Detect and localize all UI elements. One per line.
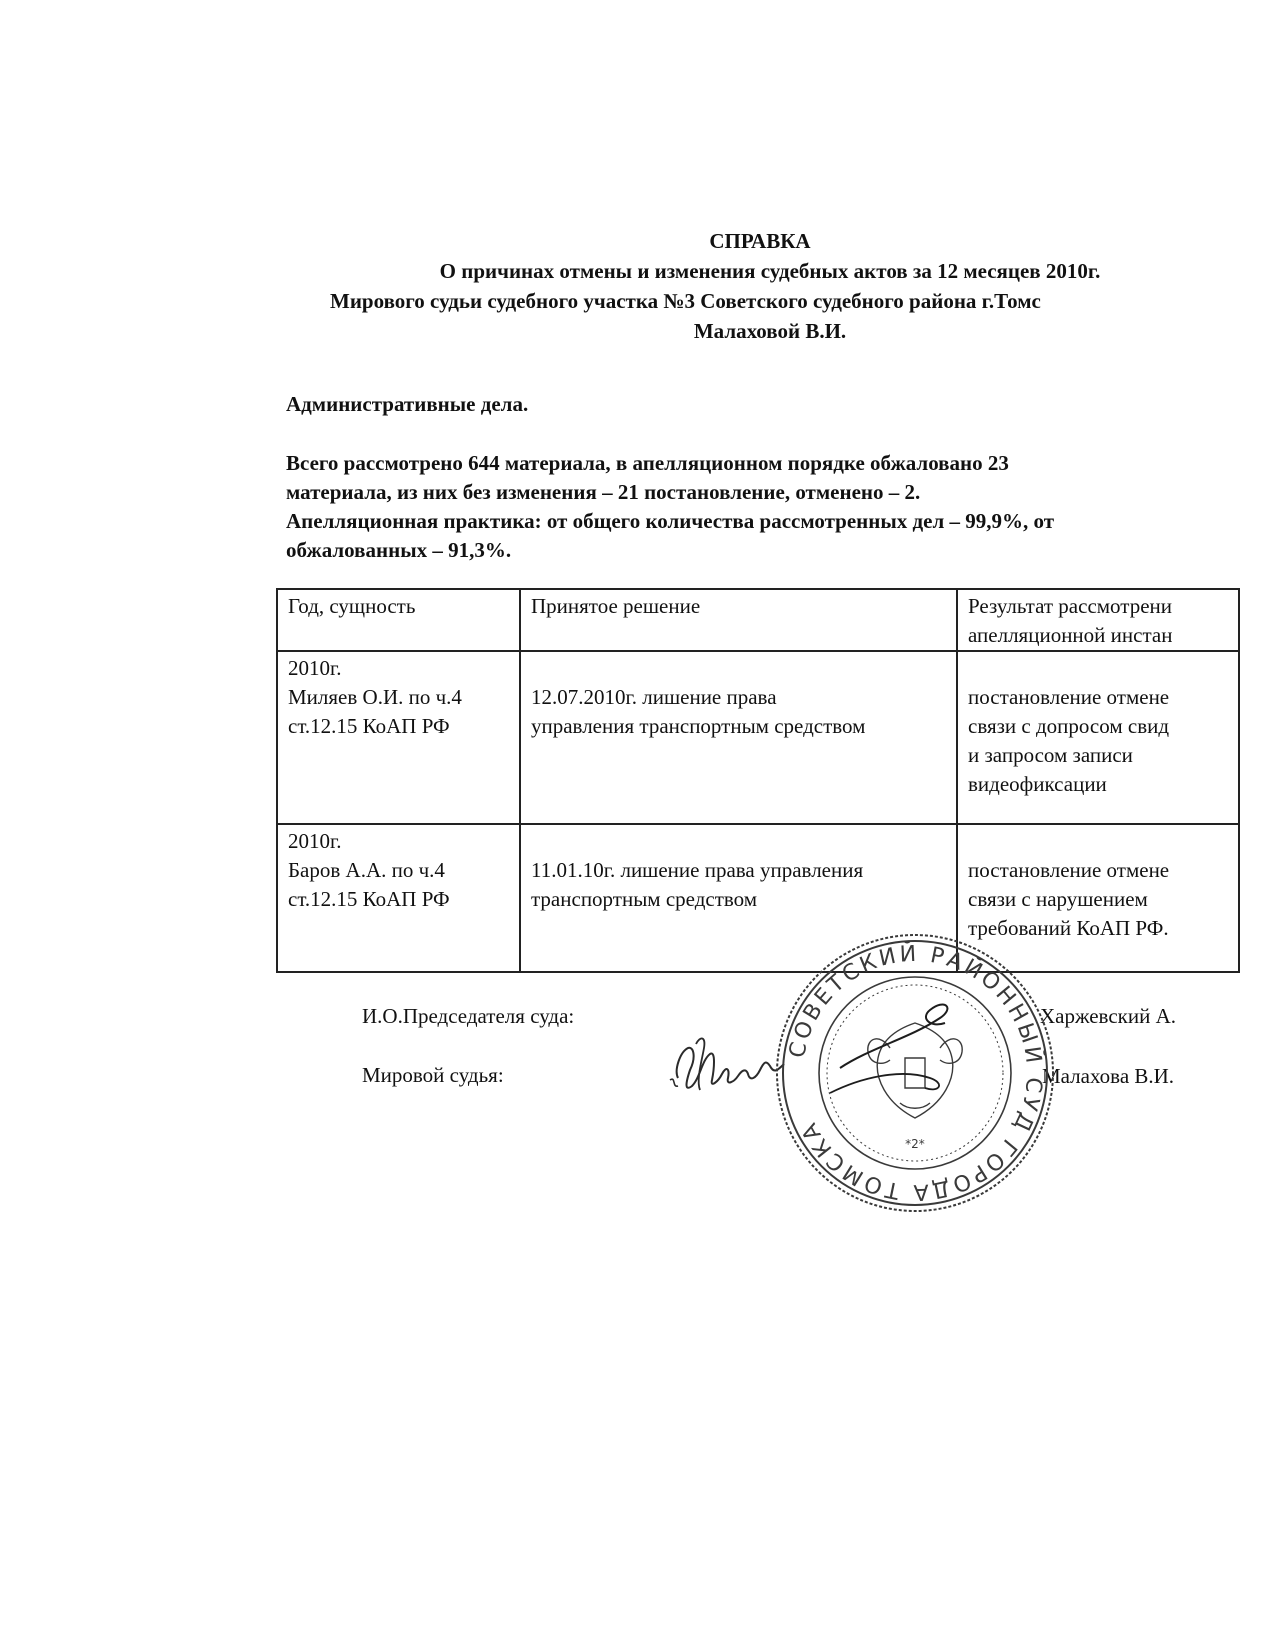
court-stamp: [770, 928, 1060, 1218]
header-cell-decision: [520, 589, 957, 651]
chairman-name: Харжевский А.: [1040, 1004, 1176, 1028]
row-1-year-cell: [277, 651, 520, 824]
chairman-label: И.О.Председателя суда:: [362, 1004, 575, 1028]
section-heading: Административные дела.: [286, 392, 529, 416]
judge-name: Малахова В.И.: [1042, 1064, 1175, 1088]
header-cell-year: [277, 589, 520, 651]
row-1-result-line-3: и запросом записи: [968, 743, 1133, 767]
row-1-decision-cell: [520, 651, 957, 824]
stamp-inner-dots: [827, 985, 1003, 1161]
row-2-decision-line-1: 11.01.10г. лишение права управления: [531, 858, 864, 882]
judge-label: Мировой судья:: [362, 1063, 504, 1087]
table-row: [277, 824, 1239, 972]
eagle-emblem-icon: [868, 1023, 962, 1118]
header-cell-result: [957, 589, 1239, 651]
chairman-signature-stroke: [840, 1005, 947, 1068]
document-subtitle-line-3: Малаховой В.И.: [693, 319, 847, 343]
document-subtitle-line-2: Мирового судьи судебного участка №3 Советского судебного района г.Томс: [330, 289, 1041, 313]
row-1-year: 2010г.: [288, 656, 342, 680]
stamp-outer-text: СОВЕТСКИЙ РАЙОННЫЙ СУД ГОРОДА ТОМСКА: [784, 941, 1047, 1205]
summary-line-1: Всего рассмотрено 644 материала, в апелляционном порядке обжаловано 23: [286, 451, 1009, 475]
title-block: [330, 226, 1230, 346]
header-decision-label: Принятое решение: [531, 594, 701, 618]
row-1-result-line-1: постановление отмене: [968, 685, 1170, 709]
row-1-person: Миляев О.И. по ч.4: [288, 685, 462, 709]
table-header-row: [277, 589, 1239, 651]
row-1-result-line-2: связи с допросом свид: [968, 714, 1170, 738]
row-1-article: ст.12.15 КоАП РФ: [288, 714, 450, 738]
summary-line-2: материала, из них без изменения – 21 постановление, отменено – 2.: [286, 480, 921, 504]
row-2-decision-line-2: транспортным средством: [531, 887, 758, 911]
row-1-result-cell: [957, 651, 1239, 824]
row-1-decision-line-1: 12.07.2010г. лишение права: [531, 685, 777, 709]
cases-table: [276, 588, 1240, 973]
stamp-center-mark: *2*: [905, 1137, 925, 1151]
signature-stroke: [677, 1048, 784, 1088]
document-title: СПРАВКА: [709, 229, 811, 253]
header-result-label-line-1: Результат рассмотрени: [968, 594, 1173, 618]
summary-line-4: обжалованных – 91,3%.: [286, 538, 512, 562]
row-1-decision-line-2: управления транспортным средством: [531, 714, 866, 738]
row-2-year: 2010г.: [288, 829, 342, 853]
row-2-result-line-3: требований КоАП РФ.: [968, 916, 1169, 940]
row-2-article: ст.12.15 КоАП РФ: [288, 887, 450, 911]
row-1-result-line-4: видеофиксации: [968, 772, 1107, 796]
row-2-person: Баров А.А. по ч.4: [288, 858, 445, 882]
header-result-label-line-2: апелляционной инстан: [968, 623, 1173, 647]
row-2-result-line-1: постановление отмене: [968, 858, 1170, 882]
summary-paragraph: [286, 449, 1054, 565]
header-year-label: Год, сущность: [288, 594, 416, 618]
table-row: [277, 651, 1239, 824]
summary-line-3: Апелляционная практика: от общего количества рассмотренных дел – 99,9%, от: [286, 509, 1055, 533]
row-2-result-line-2: связи с нарушением: [968, 887, 1148, 911]
row-2-year-cell: [277, 824, 520, 972]
signature-stroke: [670, 1079, 678, 1086]
document-subtitle-line-1: О причинах отмены и изменения судебных актов за 12 месяцев 2010г.: [439, 259, 1101, 283]
